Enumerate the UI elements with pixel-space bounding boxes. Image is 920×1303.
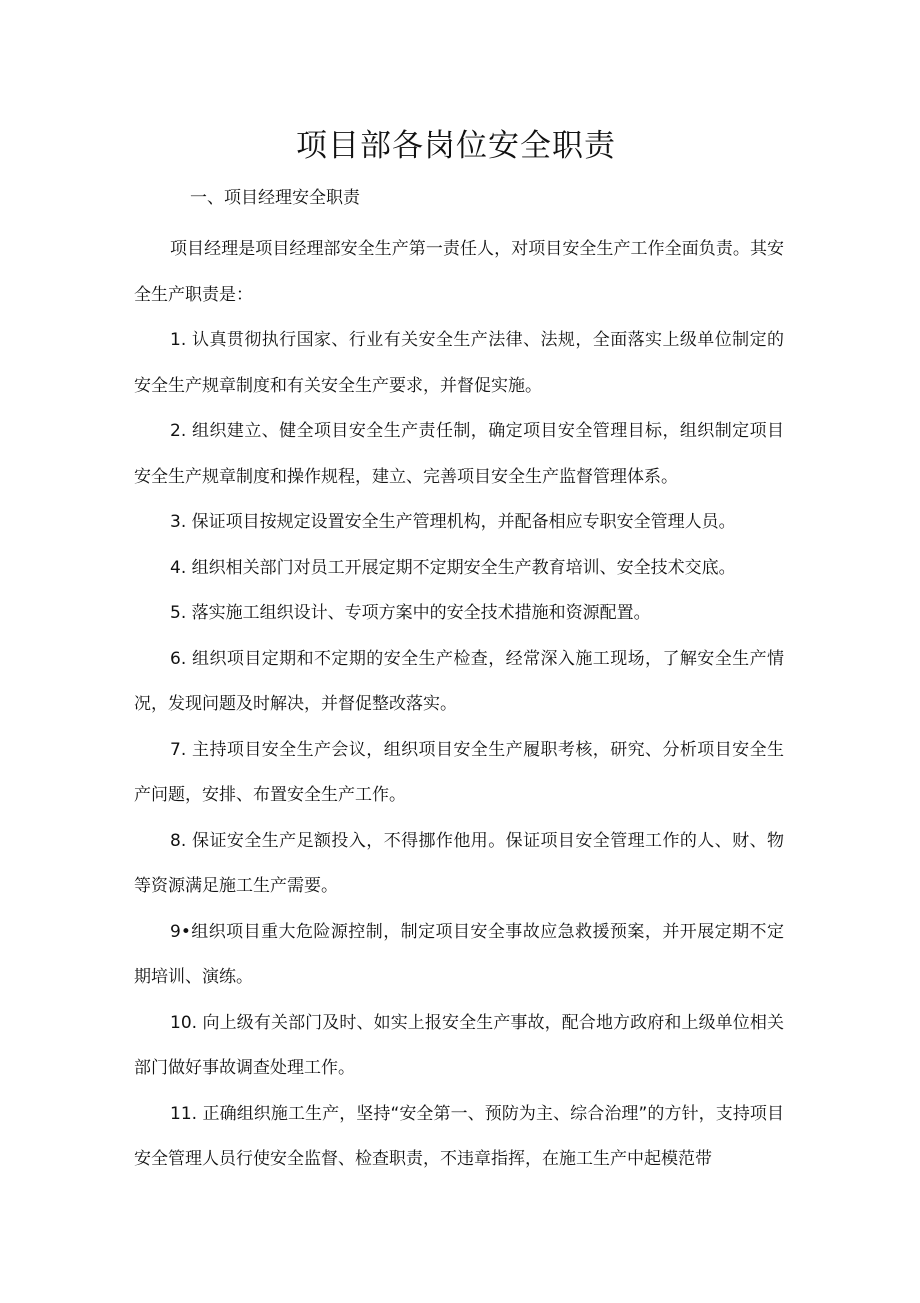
paragraph-item-8: 8. 保证安全生产足额投入，不得挪作他用。保证项目安全管理工作的人、财、物等资源满足施工生产需要。 xyxy=(134,830,784,896)
paragraph-item-1: 1. 认真贯彻执行国家、行业有关安全生产法律、法规，全面落实上级单位制定的安全生产规章制度和有关安全生产要求，并督促实施。 xyxy=(134,330,784,396)
paragraph-intro: 项目经理是项目经理部安全生产第一责任人，对项目安全生产工作全面负责。其安全生产职责是： xyxy=(134,239,784,305)
paragraph-item-7: 7. 主持项目安全生产会议，组织项目安全生产履职考核，研究、分析项目安全生产问题，安排、布置安全生产工作。 xyxy=(134,739,784,805)
document-title: 项目部各岗位安全职责 xyxy=(296,128,616,164)
document-body xyxy=(134,227,784,1183)
paragraph-item-2: 2. 组织建立、健全项目安全生产责任制，确定项目安全管理目标，组织制定项目安全生产规章制度和操作规程，建立、完善项目安全生产监督管理体系。 xyxy=(134,421,784,487)
section-heading: 一、项目经理安全职责 xyxy=(190,188,360,208)
paragraph-item-5: 5. 落实施工组织设计、专项方案中的安全技术措施和资源配置。 xyxy=(170,603,651,623)
paragraph-item-6: 6. 组织项目定期和不定期的安全生产检查，经常深入施工现场，了解安全生产情况，发现问题及时解决，并督促整改落实。 xyxy=(134,648,784,714)
paragraph-item-9: 9•组织项目重大危险源控制，制定项目安全事故应急救援预案，并开展定期不定期培训、演练。 xyxy=(134,921,784,987)
paragraph-item-3: 3. 保证项目按规定设置安全生产管理机构，并配备相应专职安全管理人员。 xyxy=(170,512,736,532)
paragraph-item-11: 11. 正确组织施工生产，坚持“安全第一、预防为主、综合治理”的方针，支持项目安全管理人员行使安全监督、检查职责，不违章指挥，在施工生产中起模范带 xyxy=(134,1103,784,1169)
paragraph-item-10: 10. 向上级有关部门及时、如实上报安全生产事故，配合地方政府和上级单位相关部门做好事故调查处理工作。 xyxy=(134,1012,784,1078)
paragraph-item-4: 4. 组织相关部门对员工开展定期不定期安全生产教育培训、安全技术交底。 xyxy=(170,557,736,578)
